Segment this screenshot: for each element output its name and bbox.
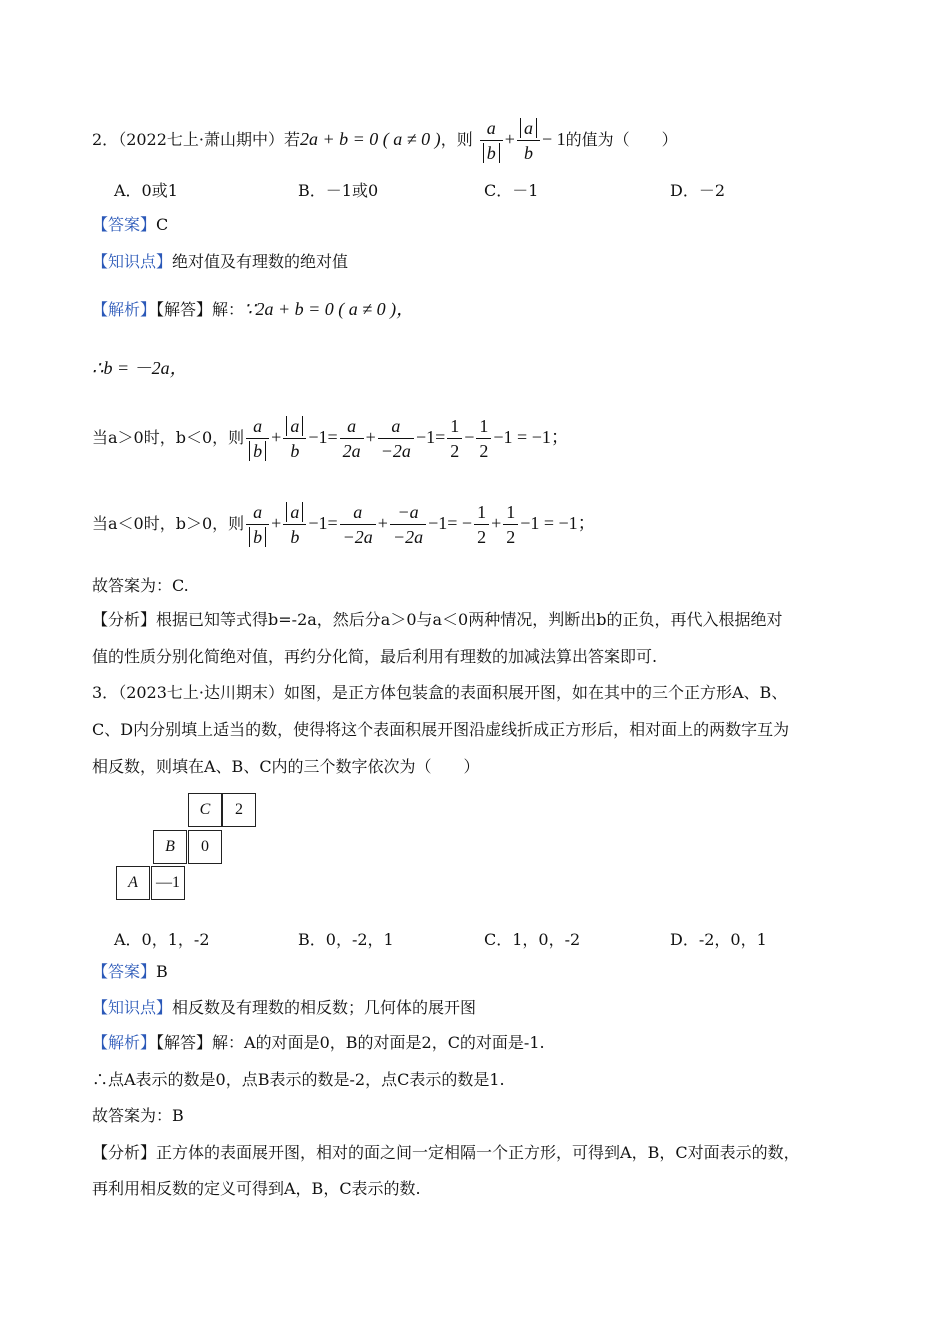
q2-case2: 当a＜0时，b＞0，则 $\frac{a}{b}$ + $\frac{a}{b}$ −1= $\frac{a}{-2a}$ + $\frac{-a}{-2a}$ −1= − $\frac{1}{2}$ + $\frac{1}{2}$ −1 = −1； xyxy=(92,502,596,547)
q3-answer-tag: 【答案】 xyxy=(92,962,157,981)
net-face-0: 0 xyxy=(188,830,222,864)
q2-frac-a-over-absb: $\frac{a}{b}$ xyxy=(480,116,503,165)
q3-therefore: 故答案为：B xyxy=(92,1106,184,1125)
q3-option-b: B．0，-2，1 xyxy=(298,930,394,949)
q2-case1: 当a＞0时，b＜0，则 $\frac{a}{b}$ + $\frac{a}{b}$ −1= $\frac{a}{2a}$ + $\frac{a}{-2a}$ −1= $\frac{1}{2}$ − $\frac{1}{2}$ −1 = −1； xyxy=(92,416,569,461)
q2-stem-then: ，则 xyxy=(440,130,473,149)
q3-knowledge-text: 相反数及有理数的相反数；几何体的展开图 xyxy=(172,998,477,1017)
net-face-c: C xyxy=(188,793,222,827)
q3-knowledge xyxy=(92,996,476,1020)
q2-comment xyxy=(92,608,782,632)
net-face-2: 2 xyxy=(222,793,256,827)
q2-knowledge-tag: 【知识点】 xyxy=(92,252,173,271)
q2-answer xyxy=(92,213,168,237)
q2-step1: ∴b = －2a， xyxy=(92,358,188,378)
q3-comment-line2: 再利用相反数的定义可得到A，B，C表示的数. xyxy=(92,1179,421,1198)
q3-source: （2023七上·达川期末） xyxy=(118,683,284,702)
q2-comment-tag: 【分析】 xyxy=(92,610,157,629)
net-face-a: A xyxy=(116,866,150,900)
q3-stem-line1 xyxy=(92,681,787,705)
net-face-neg1: —1 xyxy=(151,866,185,900)
q3-comment-line1: 正方体的表面展开图，相对的面之间一定相隔一个正方形，可得到A，B，C对面表示的数， xyxy=(156,1143,800,1162)
q2-stem-lead: 若 xyxy=(284,130,301,149)
q3-answer xyxy=(92,960,168,984)
q2-frac-absa-over-b: $\frac{a}{b}$ xyxy=(517,116,540,165)
q2-case1-prefix: 当a＞0时，b＜0，则 xyxy=(92,428,245,447)
q3-answer-value: B xyxy=(156,962,168,981)
q2-source: （2022七上·萧山期中） xyxy=(118,130,284,149)
q2-option-d: D．－2 xyxy=(670,181,726,200)
q3-number: 3． xyxy=(92,683,119,702)
q2-comment-line1: 根据已知等式得b=-2a，然后分a＞0与a＜0两种情况，判断出b的正负，再代入根据绝对 xyxy=(156,610,783,629)
q2-analysis-sub: 【解答】解： xyxy=(156,300,245,319)
q2-option-a: A．0或1 xyxy=(114,181,178,200)
q2-option-c: C．－1 xyxy=(484,181,539,200)
q2-answer-tag: 【答案】 xyxy=(92,215,157,234)
q3-comment xyxy=(92,1141,800,1165)
q3-analysis-tag: 【解析】 xyxy=(92,1033,157,1052)
q2-condition: 2a + b = 0 ( a ≠ 0 ) xyxy=(300,129,441,149)
q3-knowledge-tag: 【知识点】 xyxy=(92,998,173,1017)
q2-case2-prefix: 当a＜0时，b＞0，则 xyxy=(92,514,245,533)
q3-step1: ∴点A表示的数是0，点B表示的数是-2，点C表示的数是1. xyxy=(92,1070,505,1089)
q3-option-a: A．0，1，-2 xyxy=(114,930,210,949)
q2-stem-tail: 的值为（ ） xyxy=(565,130,678,149)
q3-option-c: C．1，0，-2 xyxy=(484,930,581,949)
q3-analysis xyxy=(92,1031,545,1055)
q2-knowledge-text: 绝对值及有理数的绝对值 xyxy=(172,252,349,271)
q2-stem: 2．（2022七上·萧山期中）若2a + b = 0 ( a ≠ 0 )，则 $\frac{a}{b}$ + $\frac{a}{b}$ − 1的值为（ ） xyxy=(92,118,678,163)
q2-knowledge xyxy=(92,250,348,274)
net-face-b: B xyxy=(153,830,187,864)
q2-answer-value: C xyxy=(156,215,169,234)
q2-comment-line2: 值的性质分别化简绝对值，再约分化简，最后利用有理数的加减法算出答案即可. xyxy=(92,647,658,666)
q3-stem-line2: C、D内分别填上适当的数，使得将这个表面积展开图沿虚线折成正方形后，相对面上的两数字互为 xyxy=(92,720,790,739)
q2-number: 2． xyxy=(92,130,119,149)
q2-analysis xyxy=(92,297,414,322)
q2-analysis-cond: ∵2a + b = 0 ( a ≠ 0 )， xyxy=(244,299,415,319)
q2-option-b: B．－1或0 xyxy=(298,181,379,200)
q3-stem-line3: 相反数，则填在A、B、C内的三个数字依次为（ ） xyxy=(92,757,480,776)
q2-analysis-tag: 【解析】 xyxy=(92,300,157,319)
q3-stem-line1-text: 如图，是正方体包装盒的表面积展开图，如在其中的三个正方形A、B、 xyxy=(284,683,788,702)
q3-analysis-text: 【解答】解：A的对面是0，B的对面是2，C的对面是-1. xyxy=(156,1033,545,1052)
q3-comment-tag: 【分析】 xyxy=(92,1143,157,1162)
q3-option-d: D．-2，0，1 xyxy=(670,930,767,949)
q2-therefore: 故答案为：C. xyxy=(92,576,189,595)
